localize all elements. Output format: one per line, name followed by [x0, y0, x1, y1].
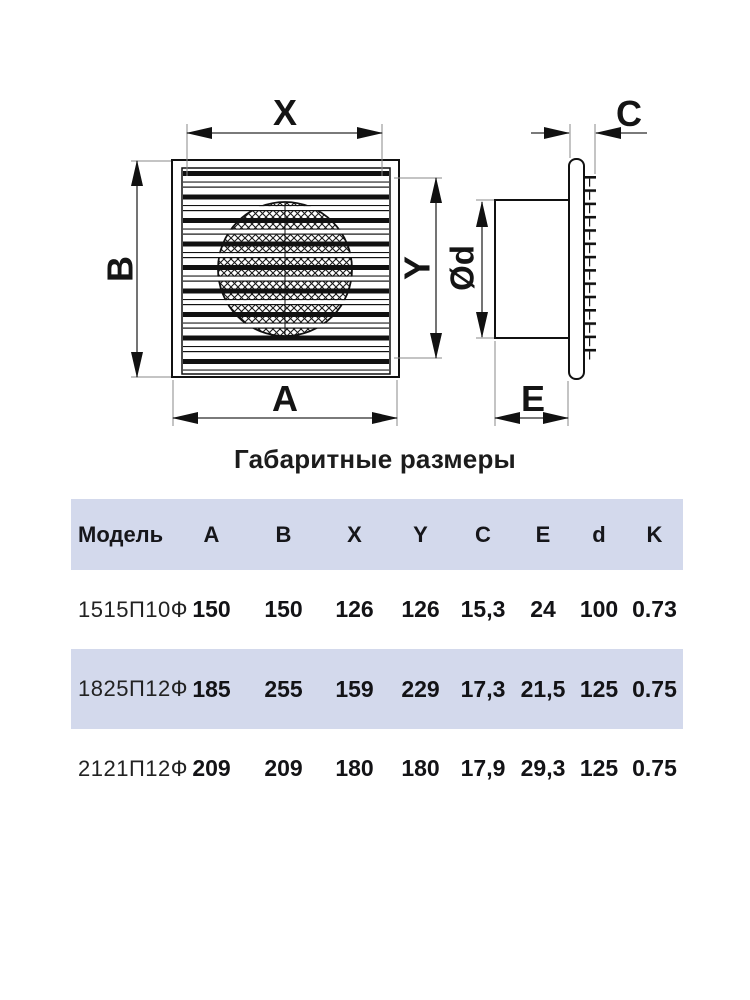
duct-body [495, 200, 571, 338]
side-view [495, 159, 597, 379]
value-e: 21,5 [520, 675, 566, 702]
column-header-model: Модель [78, 521, 164, 547]
value-y: 229 [401, 675, 440, 702]
value-y: 126 [401, 596, 440, 622]
column-header-c: C [475, 521, 491, 547]
value-d: 125 [579, 755, 619, 781]
column-header-y: Y [413, 521, 428, 547]
dimension-e-label: E [520, 378, 546, 419]
value-k: 0.75 [632, 675, 677, 702]
value-x: 180 [335, 755, 374, 781]
louvre-ticks [584, 176, 597, 362]
value-a: 185 [192, 675, 231, 702]
table-row [71, 649, 683, 729]
dimension-b-label: B [99, 256, 141, 282]
value-y: 180 [401, 755, 440, 781]
value-b: 150 [264, 596, 303, 622]
value-d: 125 [579, 675, 619, 702]
model-name: 1825П12Ф [78, 676, 188, 701]
dimension-drawing [0, 0, 750, 470]
value-k: 0.75 [632, 755, 677, 781]
value-c: 15,3 [460, 596, 506, 622]
column-header-k: K [646, 521, 663, 547]
drawing-caption: Габаритные размеры [234, 444, 516, 474]
dimension-a-label: A [272, 378, 298, 419]
value-a: 209 [192, 755, 231, 781]
value-x: 159 [335, 675, 374, 702]
dimensions-table [71, 499, 683, 808]
value-c: 17,3 [460, 675, 506, 702]
value-k: 0.73 [632, 596, 677, 622]
model-name: 1515П10Ф [78, 596, 188, 622]
grille-louvres [183, 169, 389, 373]
value-e: 29,3 [520, 755, 566, 781]
table-row [71, 570, 683, 649]
value-a: 150 [192, 596, 231, 622]
dimension-x-label: X [272, 92, 298, 133]
column-header-e: E [535, 521, 551, 547]
value-b: 255 [264, 675, 303, 702]
dimension-diameter-label: Ød [443, 245, 481, 291]
flange-profile [569, 159, 584, 379]
value-d: 100 [579, 596, 619, 622]
column-header-d: d [592, 521, 606, 547]
value-c: 17,9 [460, 755, 506, 781]
value-x: 126 [335, 596, 374, 622]
column-header-b: B [275, 521, 292, 547]
table-header-row [71, 499, 683, 570]
value-b: 209 [264, 755, 303, 781]
column-header-x: X [347, 521, 362, 547]
dimension-y-label: Y [396, 255, 438, 281]
model-name: 2121П12Ф [78, 755, 188, 781]
table-row [71, 729, 683, 808]
front-view [172, 160, 399, 377]
value-e: 24 [530, 596, 556, 622]
column-header-a: A [203, 521, 220, 547]
dimension-c-label: C [616, 93, 642, 134]
